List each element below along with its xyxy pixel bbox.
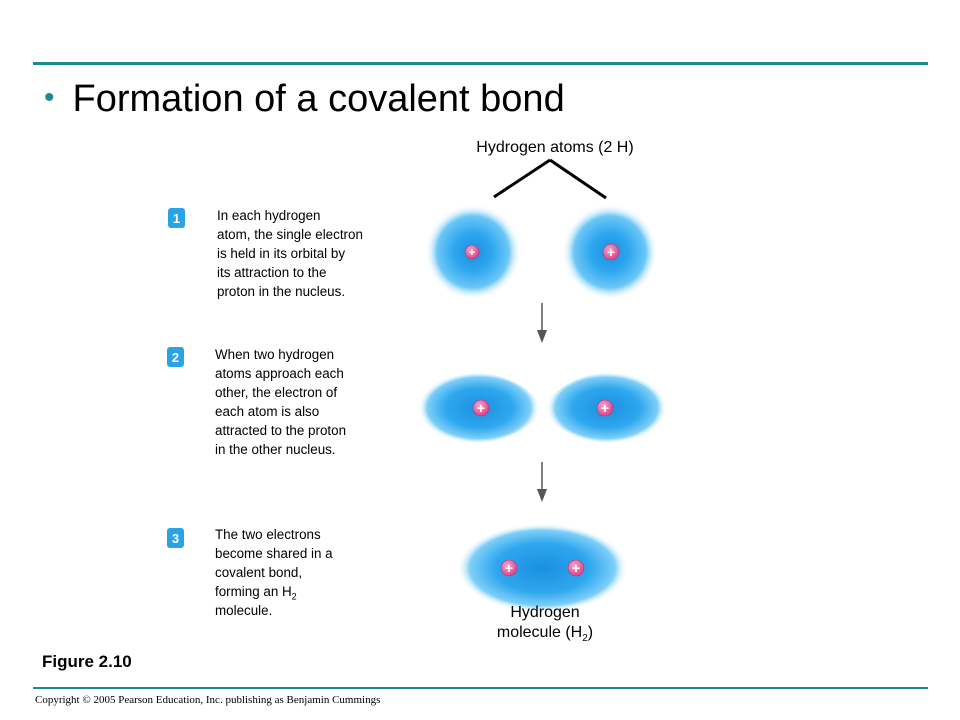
molecule-label-line1: Hydrogen bbox=[510, 604, 580, 621]
step-1-line: its attraction to the bbox=[217, 265, 327, 280]
copyright-notice: Copyright © 2005 Pearson Education, Inc. publishing as Benjamin Cummings bbox=[35, 694, 381, 706]
svg-text:+: + bbox=[571, 560, 581, 576]
proton-approach-left bbox=[473, 400, 489, 416]
step-2-line: When two hydrogen bbox=[215, 347, 335, 362]
hydrogen-molecule-label bbox=[470, 603, 620, 643]
svg-text:2: 2 bbox=[171, 350, 180, 365]
step-1-badge bbox=[168, 208, 185, 228]
hydrogen-atoms-label: Hydrogen atoms (2 H) bbox=[476, 139, 634, 156]
step-2-description bbox=[215, 345, 346, 459]
hydrogen-molecule-orbital bbox=[457, 524, 628, 613]
svg-text:1: 1 bbox=[172, 211, 181, 226]
molecule-label-prefix: molecule (H bbox=[496, 624, 583, 641]
svg-text:+: + bbox=[468, 247, 476, 259]
step-1-line: In each hydrogen bbox=[217, 208, 321, 223]
down-arrow-icon bbox=[537, 462, 547, 502]
slide-title-text: Formation of a covalent bond bbox=[72, 78, 565, 120]
proton-molecule-right bbox=[568, 560, 584, 576]
formula-subscript: 2 bbox=[291, 591, 297, 602]
step-1-line: proton in the nucleus. bbox=[217, 284, 346, 299]
step-1-line: atom, the single electron bbox=[217, 227, 363, 242]
molecule-label-subscript: 2 bbox=[582, 633, 588, 645]
svg-text:+: + bbox=[504, 560, 514, 576]
svg-text:+: + bbox=[600, 400, 610, 416]
step-3-line: molecule. bbox=[215, 603, 273, 618]
step-1-description bbox=[217, 206, 363, 301]
step-1-line: is held in its orbital by bbox=[217, 246, 346, 261]
molecule-label-line2 bbox=[470, 623, 620, 643]
step-3-badge bbox=[167, 528, 184, 548]
proton-right bbox=[603, 244, 619, 260]
step-3-line: become shared in a bbox=[215, 546, 333, 561]
bracket-right-line bbox=[550, 160, 606, 198]
figure-label: Figure 2.10 bbox=[42, 652, 132, 671]
step-2-badge bbox=[167, 347, 184, 367]
svg-text:3: 3 bbox=[171, 531, 180, 546]
svg-text:+: + bbox=[476, 400, 486, 416]
down-arrow-icon bbox=[537, 303, 547, 343]
proton-approach-right bbox=[597, 400, 613, 416]
step-2-line: in the other nucleus. bbox=[215, 442, 336, 457]
bullet-icon: • bbox=[44, 81, 55, 114]
step-3-line: covalent bond, bbox=[215, 565, 303, 580]
molecule-label-suffix: ) bbox=[587, 624, 594, 641]
step-3-line: The two electrons bbox=[215, 527, 321, 542]
proton-molecule-left bbox=[501, 560, 517, 576]
bottom-rule bbox=[33, 687, 928, 689]
bracket-left-line bbox=[494, 160, 550, 197]
svg-text:+: + bbox=[606, 244, 616, 260]
step-3-line bbox=[215, 582, 333, 601]
step-2-line: each atom is also bbox=[215, 404, 320, 419]
proton-left bbox=[465, 245, 479, 259]
step-2-line: other, the electron of bbox=[215, 385, 338, 400]
step-3-formula-text: forming an H bbox=[215, 584, 292, 599]
step-2-line: attracted to the proton bbox=[215, 423, 347, 438]
step-2-line: atoms approach each bbox=[215, 366, 344, 381]
step-3-description bbox=[215, 525, 333, 620]
